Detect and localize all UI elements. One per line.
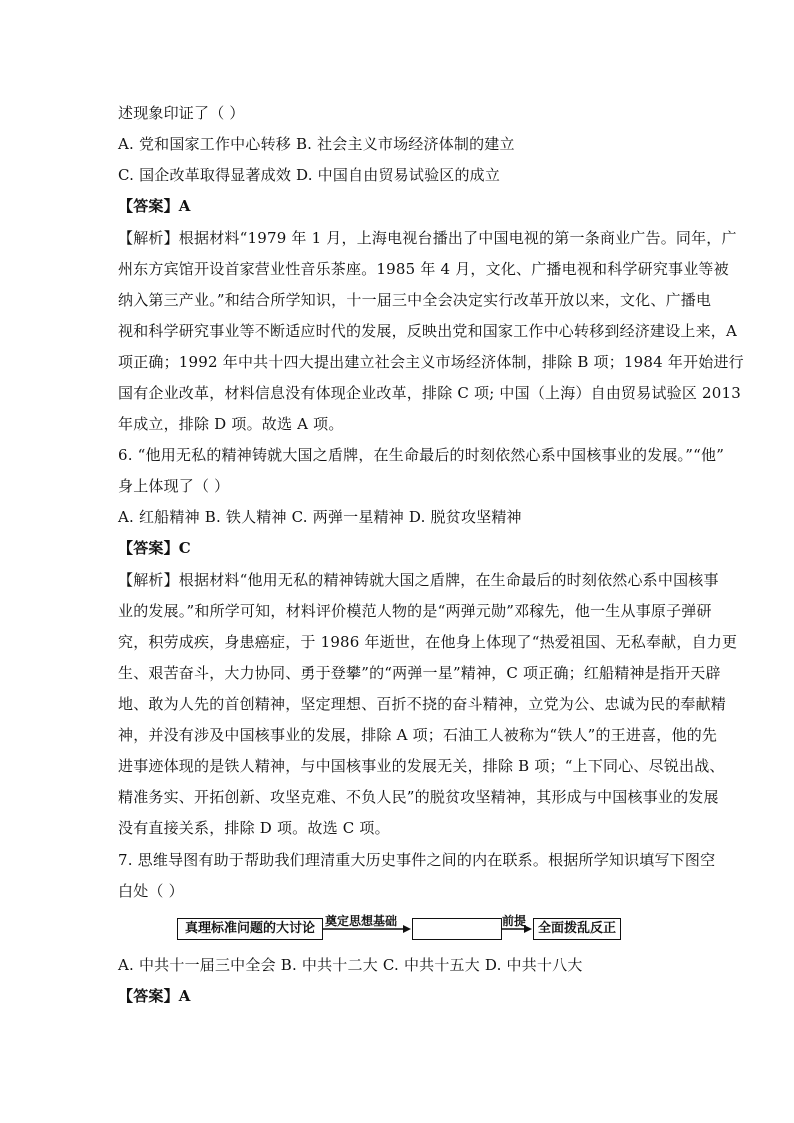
question-6-analysis-line: 进事迹体现的是铁人精神，与中国核事业的发展无关，排除 B 项；“上下同心、尽锐出战、: [118, 757, 725, 775]
question-6-analysis-line: 【解析】根据材料“他用无私的精神铸就大国之盾牌，在生命最后的时刻依然心系中国核事: [118, 571, 719, 589]
question-5-analysis-line: 视和科学研究事业等不断适应时代的发展，反映出党和国家工作中心转移到经济建设上来，A: [118, 322, 738, 340]
question-5-options-ab: A. 党和国家工作中心转移 B. 社会主义市场经济体制的建立: [118, 135, 515, 153]
question-5-answer: 【答案】A: [118, 197, 191, 215]
diagram-label-foundation: 奠定思想基础: [325, 914, 398, 928]
question-7-stem-end: 白处（ ）: [118, 882, 184, 900]
question-6-analysis-line: 地、敢为人先的首创精神，坚定理想、百折不挠的奋斗精神，立党为公、忠诚为民的奉献精: [118, 695, 727, 713]
question-7-stem: 7. 思维导图有助于帮助我们理清重大历史事件之间的内在联系。根据所学知识填写下图空: [118, 851, 716, 869]
mind-map-diagram: [177, 916, 623, 942]
question-6-analysis-line: 生、艰苦奋斗，大力协同、勇于登攀”的“两弹一星”精神，C 项正确；红船精神是指开天辟: [118, 664, 721, 682]
question-6-options: A. 红船精神 B. 铁人精神 C. 两弹一星精神 D. 脱贫攻坚精神: [118, 508, 522, 526]
question-5-analysis-line: 【解析】根据材料“1979 年 1 月，上海电视台播出了中国电视的第一条商业广告。同年，广: [118, 229, 737, 247]
diagram-box-discussion: 真理标准问题的大讨论: [177, 918, 323, 940]
question-6-analysis-line: 没有直接关系，排除 D 项。故选 C 项。: [118, 819, 390, 837]
question-5-analysis-line: 州东方宾馆开设首家营业性音乐茶座。1985 年 4 月，文化、广播电视和科学研究事业等被: [118, 260, 729, 278]
question-6-stem: 6. “他用无私的精神铸就大国之盾牌，在生命最后的时刻依然心系中国核事业的发展。”“他”: [118, 446, 725, 464]
question-6-analysis-line: 神，并没有涉及中国核事业的发展，排除 A 项；石油工人被称为“铁人”的王进喜，他的先: [118, 726, 718, 744]
question-6-analysis-line: 业的发展。”和所学可知，材料评价模范人物的是“两弹元勋”邓稼先，他一生从事原子弹研: [118, 602, 712, 620]
question-5-options-cd: C. 国企改革取得显著成效 D. 中国自由贸易试验区的成立: [118, 166, 501, 184]
question-5-analysis-line: 纳入第三产业。”和结合所学知识，十一届三中全会决定实行改革开放以来，文化、广播电: [118, 291, 712, 309]
question-5-analysis-line: 项正确；1992 年中共十四大提出建立社会主义市场经济体制，排除 B 项；1984 年开始进行: [118, 353, 744, 371]
question-5-analysis-line: 国有企业改革，材料信息没有体现企业改革，排除 C 项; 中国（上海）自由贸易试验区 2013: [118, 384, 741, 402]
question-7-options: A. 中共十一届三中全会 B. 中共十二大 C. 中共十五大 D. 中共十八大: [118, 956, 583, 974]
diagram-box-correction: 全面拨乱反正: [533, 918, 621, 940]
question-6-analysis-line: 精准务实、开拓创新、攻坚克难、不负人民”的脱贫攻坚精神，其形成与中国核事业的发展: [118, 788, 719, 806]
question-7-answer: 【答案】A: [118, 987, 191, 1005]
question-6-answer: 【答案】C: [118, 539, 191, 557]
diagram-box-blank: [412, 918, 502, 940]
question-5-analysis-line: 年成立，排除 D 项。故选 A 项。: [118, 415, 344, 433]
question-5-stem-end: 述现象印证了（ ）: [118, 104, 245, 122]
question-6-stem-end: 身上体现了（ ）: [118, 477, 230, 495]
question-6-analysis-line: 究，积劳成疾，身患癌症，于 1986 年逝世，在他身上体现了“热爱祖国、无私奉献，自力更: [118, 633, 738, 651]
diagram-label-premise: 前提: [502, 914, 527, 928]
